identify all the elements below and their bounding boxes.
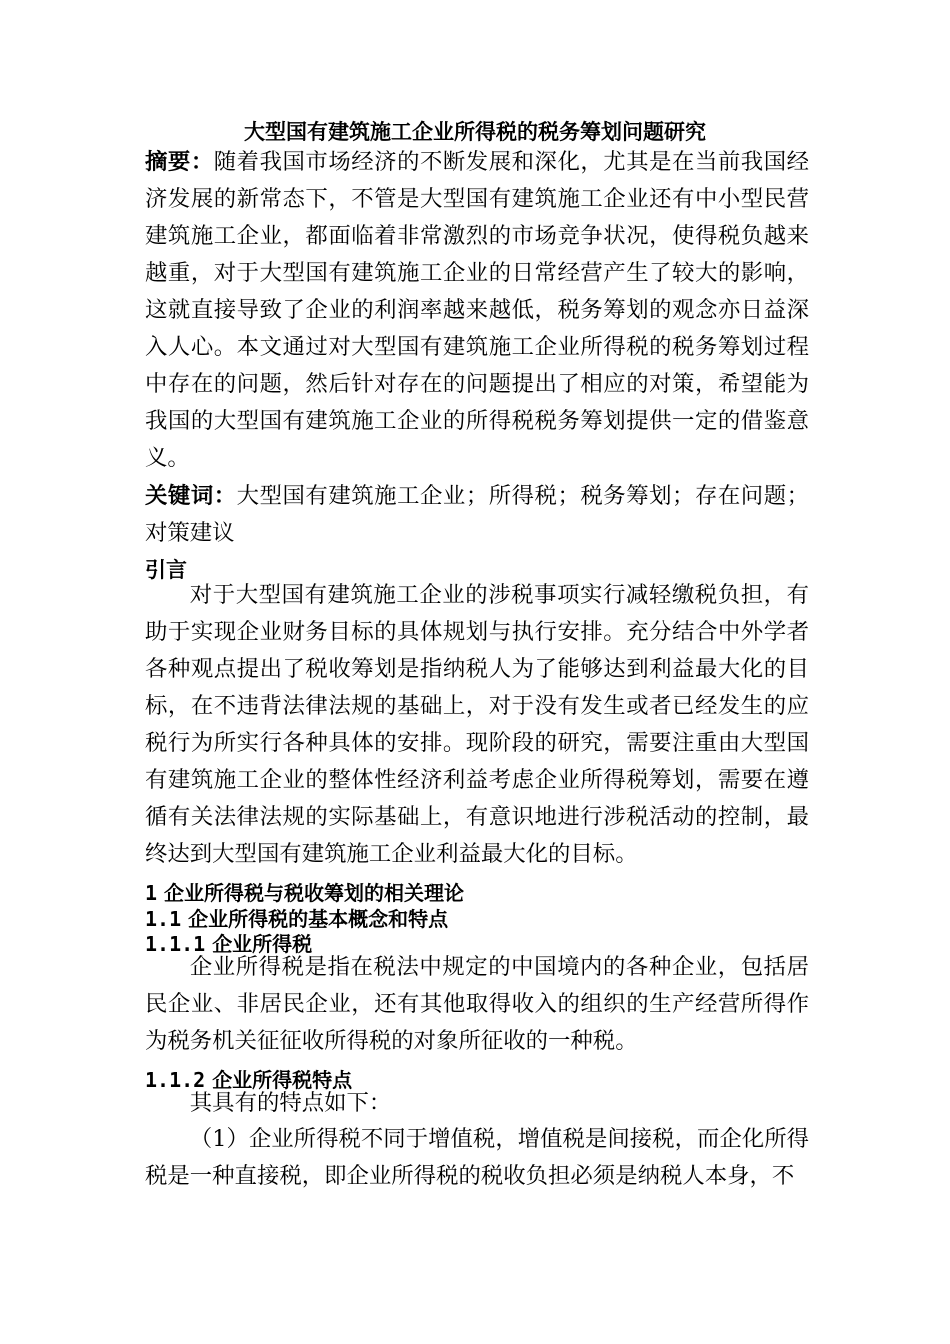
intro-heading: 引言 — [145, 558, 187, 582]
intro-paragraph: 对于大型国有建筑施工企业的涉税事项实行减轻缴税负担，有助于实现企业财务目标的具体规划与执行安排。充分结合中外学者各种观点提出了税收筹划是指纳税人为了能够达到利益最大化的目标，在不违背法律法规的基础上，对于没有发生或者已经发生的应税行为所实行各种具体的安排。现阶段的研究，需要注重由大型国有建筑施工企业的整体性经济利益考虑企业所得税筹划，需要在遵循有关法律法规的实际基础上，有意识地进行涉税活动的控制，最终达到大型国有建筑施工企业利益最大化的目标。 — [145, 582, 809, 867]
section-1-1-2-lead: 其具有的特点如下： — [189, 1090, 392, 1116]
section-1-title: 企业所得税与税收筹划的相关理论 — [164, 881, 465, 905]
section-1-1-1-title: 企业所得税 — [212, 932, 313, 956]
keywords-text: 大型国有建筑施工企业；所得税；税务筹划；存在问题；对策建议 — [145, 483, 810, 546]
section-1-1-1-number: 1.1.1 — [145, 932, 206, 956]
abstract-text: 随着我国市场经济的不断发展和深化，尤其是在当前我国经济发展的新常态下，不管是大型国有建筑施工企业还有中小型民营建筑施工企业，都面临着非常激烈的市场竞争状况，使得税负越来越重，对于大型国有建筑施工企业的日常经营产生了较大的影响，这就直接导致了企业的利润率越来越低，税务筹划的观念亦日益深入人心。本文通过对大型国有建筑施工企业所得税的税务筹划过程中存在的问题，然后针对存在的问题提出了相应的对策，希望能为我国的大型国有建筑施工企业的所得税税务筹划提供一定的借鉴意义。 — [145, 149, 810, 471]
document-title: 大型国有建筑施工企业所得税的税务筹划问题研究 — [244, 120, 706, 144]
section-1-1-2-item-1: （1）企业所得税不同于增值税，增值税是间接税，而企化所得税是一种直接税，即企业所得税的税收负担必须是纳税人本身，不 — [145, 1126, 809, 1189]
section-1-number: 1 — [145, 881, 158, 905]
keywords-label: 关键词： — [145, 483, 237, 509]
section-1-1-number: 1.1 — [145, 907, 182, 931]
section-1-1-2-title: 企业所得税特点 — [212, 1068, 353, 1092]
abstract-label: 摘要： — [145, 149, 214, 175]
section-1-1-title: 企业所得税的基本概念和特点 — [188, 907, 449, 931]
section-1-1-1-paragraph: 企业所得税是指在税法中规定的中国境内的各种企业，包括居民企业、非居民企业，还有其他取得收入的组织的生产经营所得作为税务机关征征收所得税的对象所征收的一种税。 — [145, 954, 809, 1054]
section-1-1-heading — [145, 906, 809, 932]
section-1-1-2-number: 1.1.2 — [145, 1068, 206, 1092]
section-1-heading — [145, 880, 809, 906]
keywords-paragraph — [145, 478, 809, 552]
abstract-paragraph — [145, 144, 809, 477]
